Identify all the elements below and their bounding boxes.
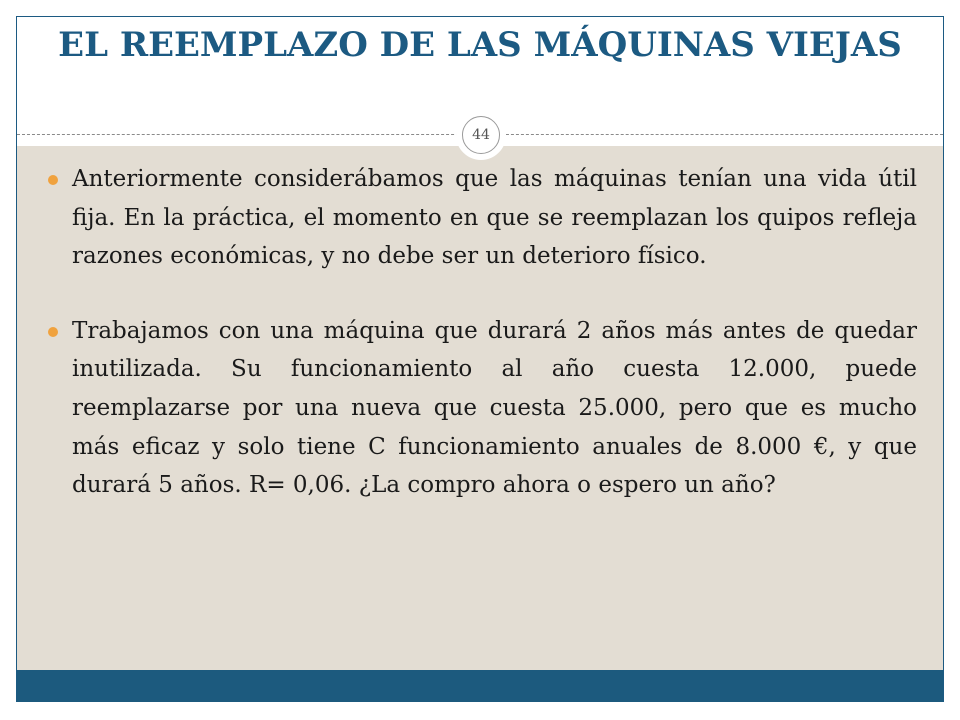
page-number-badge: [456, 110, 506, 160]
footer-band: [17, 670, 943, 702]
bullet-list: [17, 160, 917, 505]
bullet-item: [17, 312, 917, 505]
slide-title: EL REEMPLAZO DE LAS MÁQUINAS VIEJAS: [58, 25, 902, 65]
bullet-text: Anteriormente considerábamos que las máquinas tenían una vida útil fija. En la práctica, el momento en que se reemplazan los quipos refleja razones económicas, y no debe ser un deterioro físico.: [72, 166, 917, 270]
bullet-item: [17, 160, 917, 276]
bullet-dot-icon: [48, 175, 58, 185]
page-number: 44: [462, 116, 500, 154]
bullet-dot-icon: [48, 327, 58, 337]
bullet-text: Trabajamos con una máquina que durará 2 años más antes de quedar inutilizada. Su funcionamiento al año cuesta 12.000, puede reemplazarse por una nueva que cuesta 25.000, pero que es mucho más eficaz y solo tiene C funcionamiento anuales de 8.000 €, y que durará 5 años. R= 0,06. ¿La compro ahora o espero un año?: [72, 317, 917, 499]
